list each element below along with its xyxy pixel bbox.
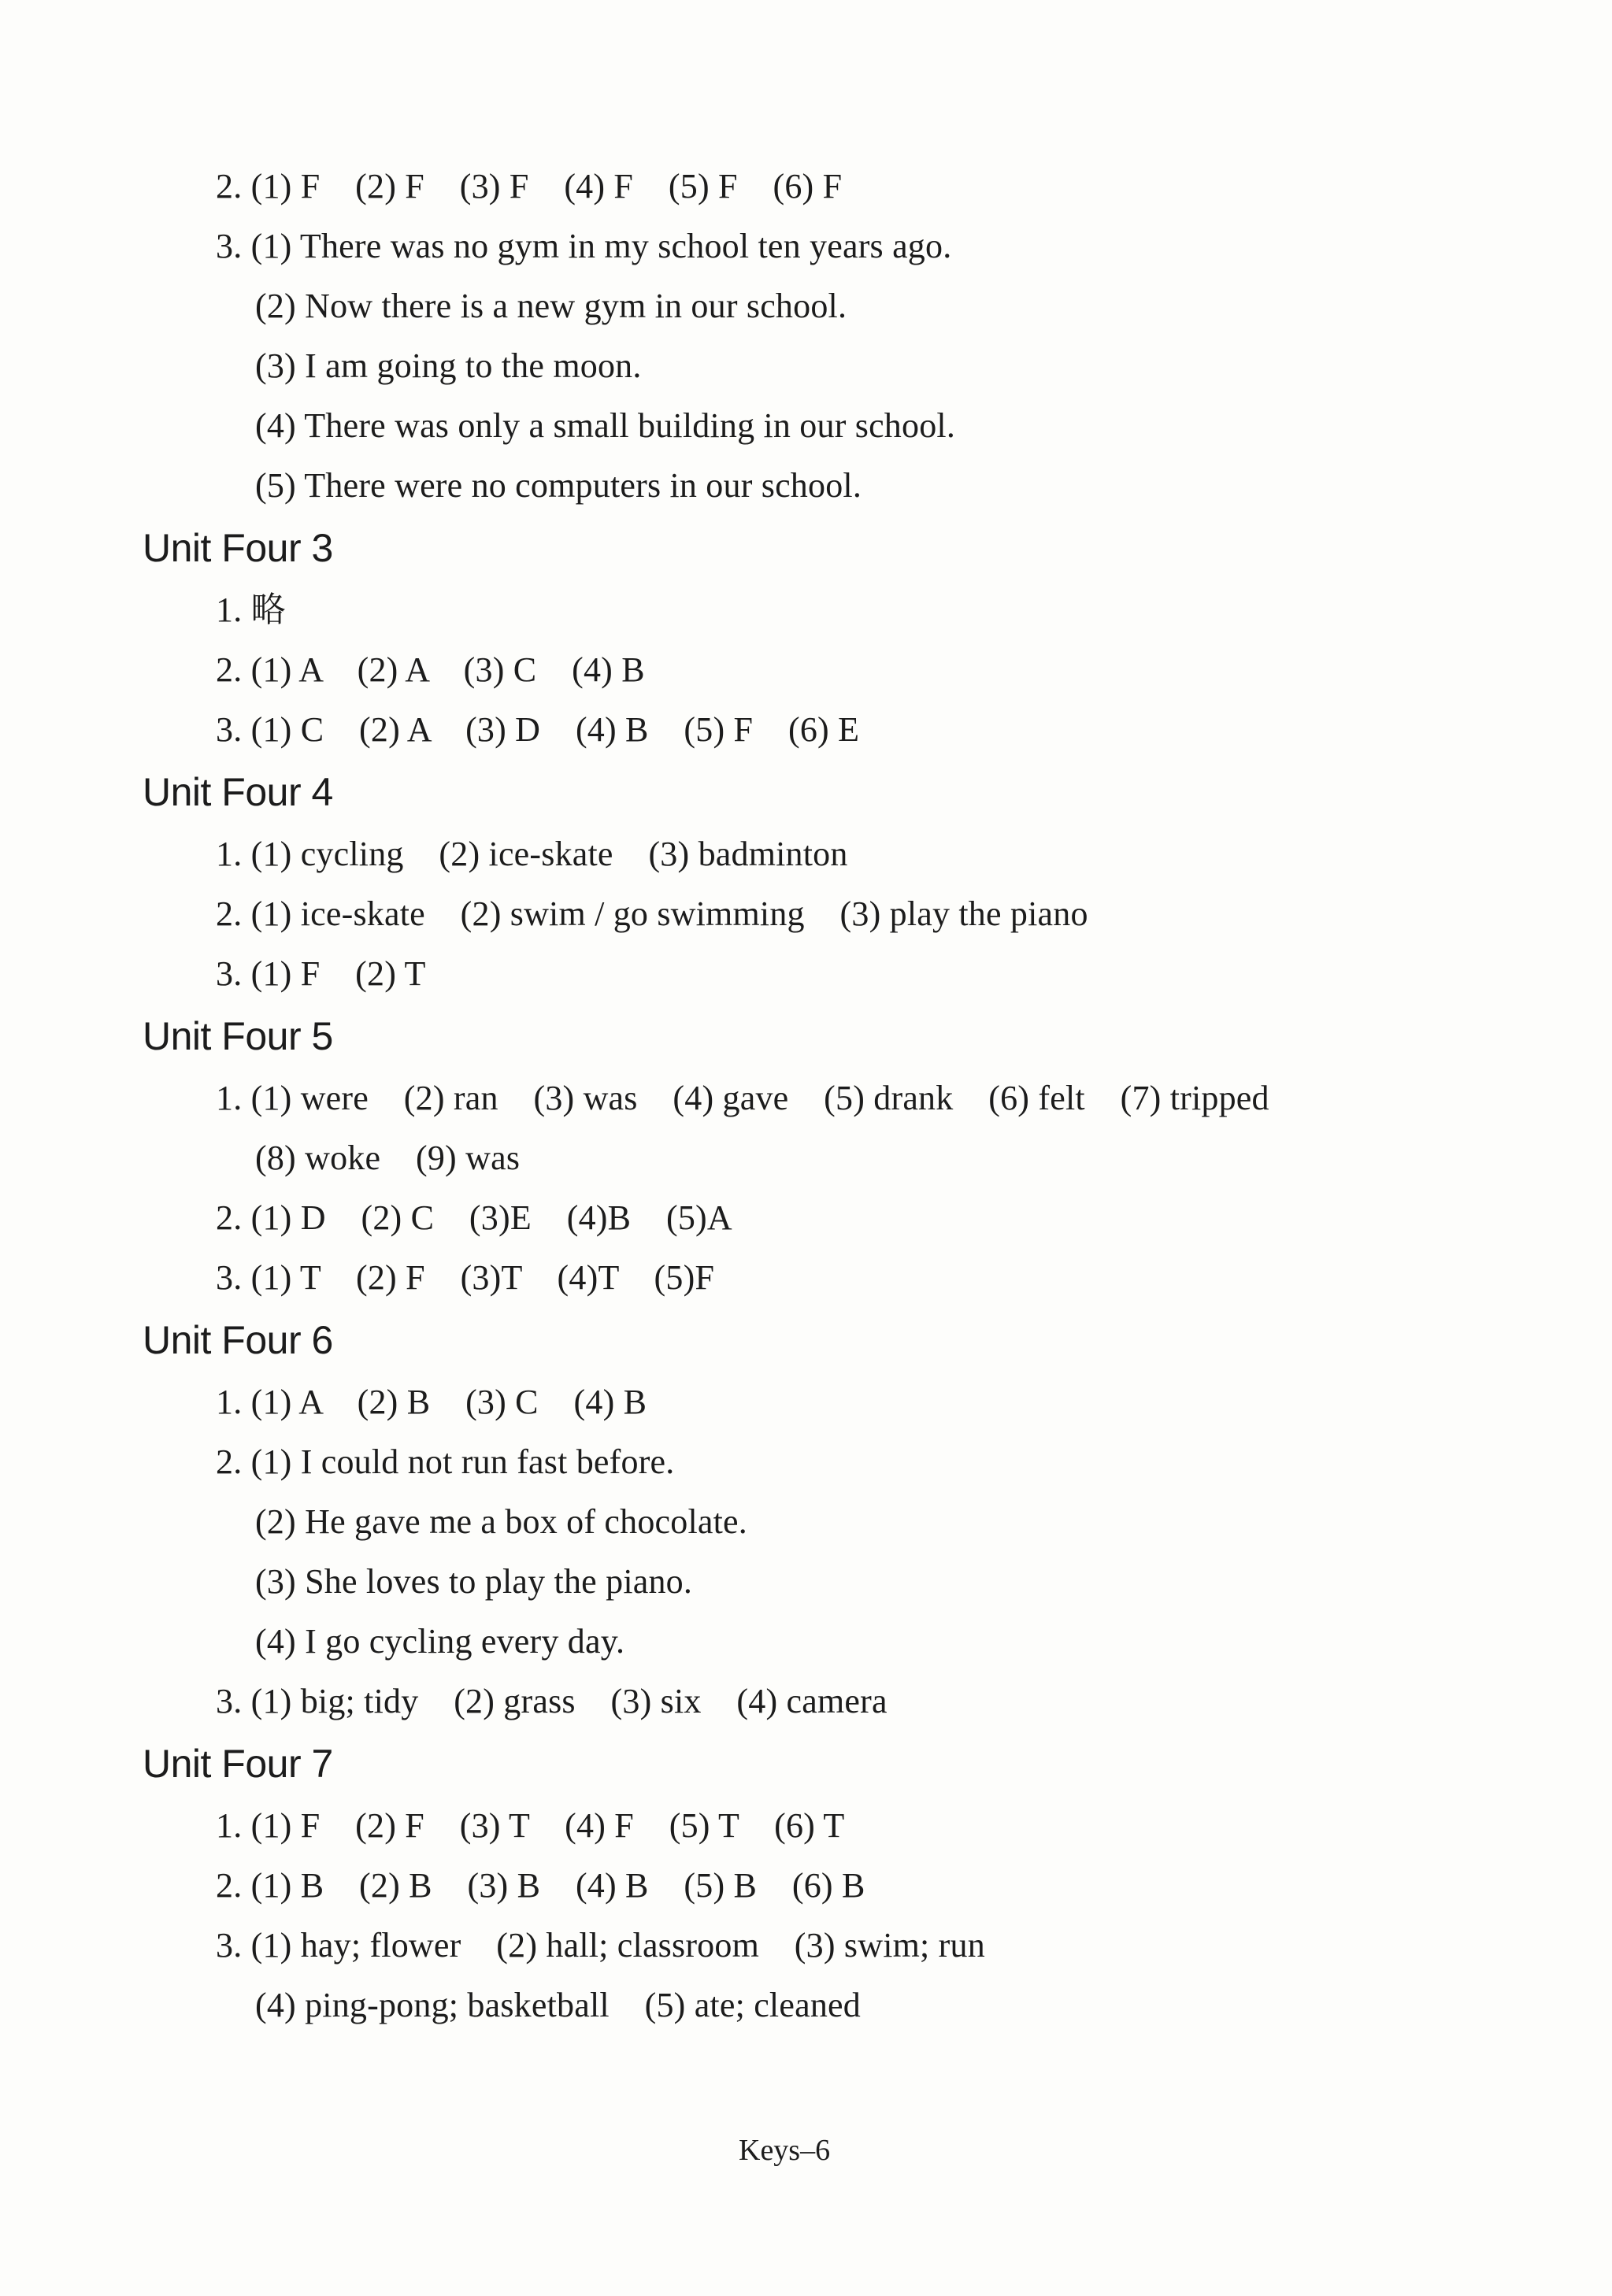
- answer-line: 1. 略: [216, 591, 286, 629]
- answer-line: (3) She loves to play the piano.: [255, 1562, 693, 1601]
- answer-line: 2. (1) ice-skate (2) swim / go swimming (3) play the piano: [216, 894, 1088, 933]
- unit-heading: Unit Four 3: [143, 526, 333, 570]
- answer-line: 3. (1) hay; flower (2) hall; classroom (3) swim; run: [216, 1926, 985, 1965]
- answer-line: (4) There was only a small building in our school.: [255, 406, 956, 445]
- answer-line: (3) I am going to the moon.: [255, 346, 642, 385]
- answer-line: (2) He gave me a box of chocolate.: [255, 1502, 747, 1541]
- answer-line: 1. (1) F (2) F (3) T (4) F (5) T (6) T: [216, 1806, 845, 1845]
- unit-heading: Unit Four 5: [143, 1014, 333, 1058]
- answer-line: 2. (1) B (2) B (3) B (4) B (5) B (6) B: [216, 1866, 865, 1905]
- answer-line: 3. (1) There was no gym in my school ten years ago.: [216, 227, 952, 265]
- answer-line: 3. (1) F (2) T: [216, 954, 426, 993]
- answer-line: 3. (1) big; tidy (2) grass (3) six (4) camera: [216, 1682, 888, 1720]
- answer-line: (4) I go cycling every day.: [255, 1622, 625, 1661]
- answer-line: (2) Now there is a new gym in our school.: [255, 287, 847, 325]
- answer-line: 2. (1) D (2) C (3)E (4)B (5)A: [216, 1198, 732, 1237]
- answer-line: 2. (1) F (2) F (3) F (4) F (5) F (6) F: [216, 167, 843, 206]
- answer-line: 3. (1) T (2) F (3)T (4)T (5)F: [216, 1258, 715, 1297]
- unit-heading: Unit Four 6: [143, 1318, 333, 1362]
- answer-line: (5) There were no computers in our school.: [255, 466, 862, 505]
- answer-line: (4) ping-pong; basketball (5) ate; cleaned: [255, 1986, 861, 2024]
- answer-line: 1. (1) were (2) ran (3) was (4) gave (5) drank (6) felt (7) tripped: [216, 1079, 1269, 1117]
- answer-line: 2. (1) I could not run fast before.: [216, 1442, 675, 1481]
- answer-line: 1. (1) cycling (2) ice-skate (3) badminton: [216, 835, 848, 873]
- unit-heading: Unit Four 4: [143, 770, 333, 814]
- answer-line: 1. (1) A (2) B (3) C (4) B: [216, 1383, 647, 1421]
- answer-line: (8) woke (9) was: [255, 1139, 521, 1177]
- answer-line: 2. (1) A (2) A (3) C (4) B: [216, 650, 645, 689]
- page-number: Keys–6: [739, 2134, 831, 2167]
- answer-line: 3. (1) C (2) A (3) D (4) B (5) F (6) E: [216, 710, 860, 749]
- unit-heading: Unit Four 7: [143, 1742, 333, 1786]
